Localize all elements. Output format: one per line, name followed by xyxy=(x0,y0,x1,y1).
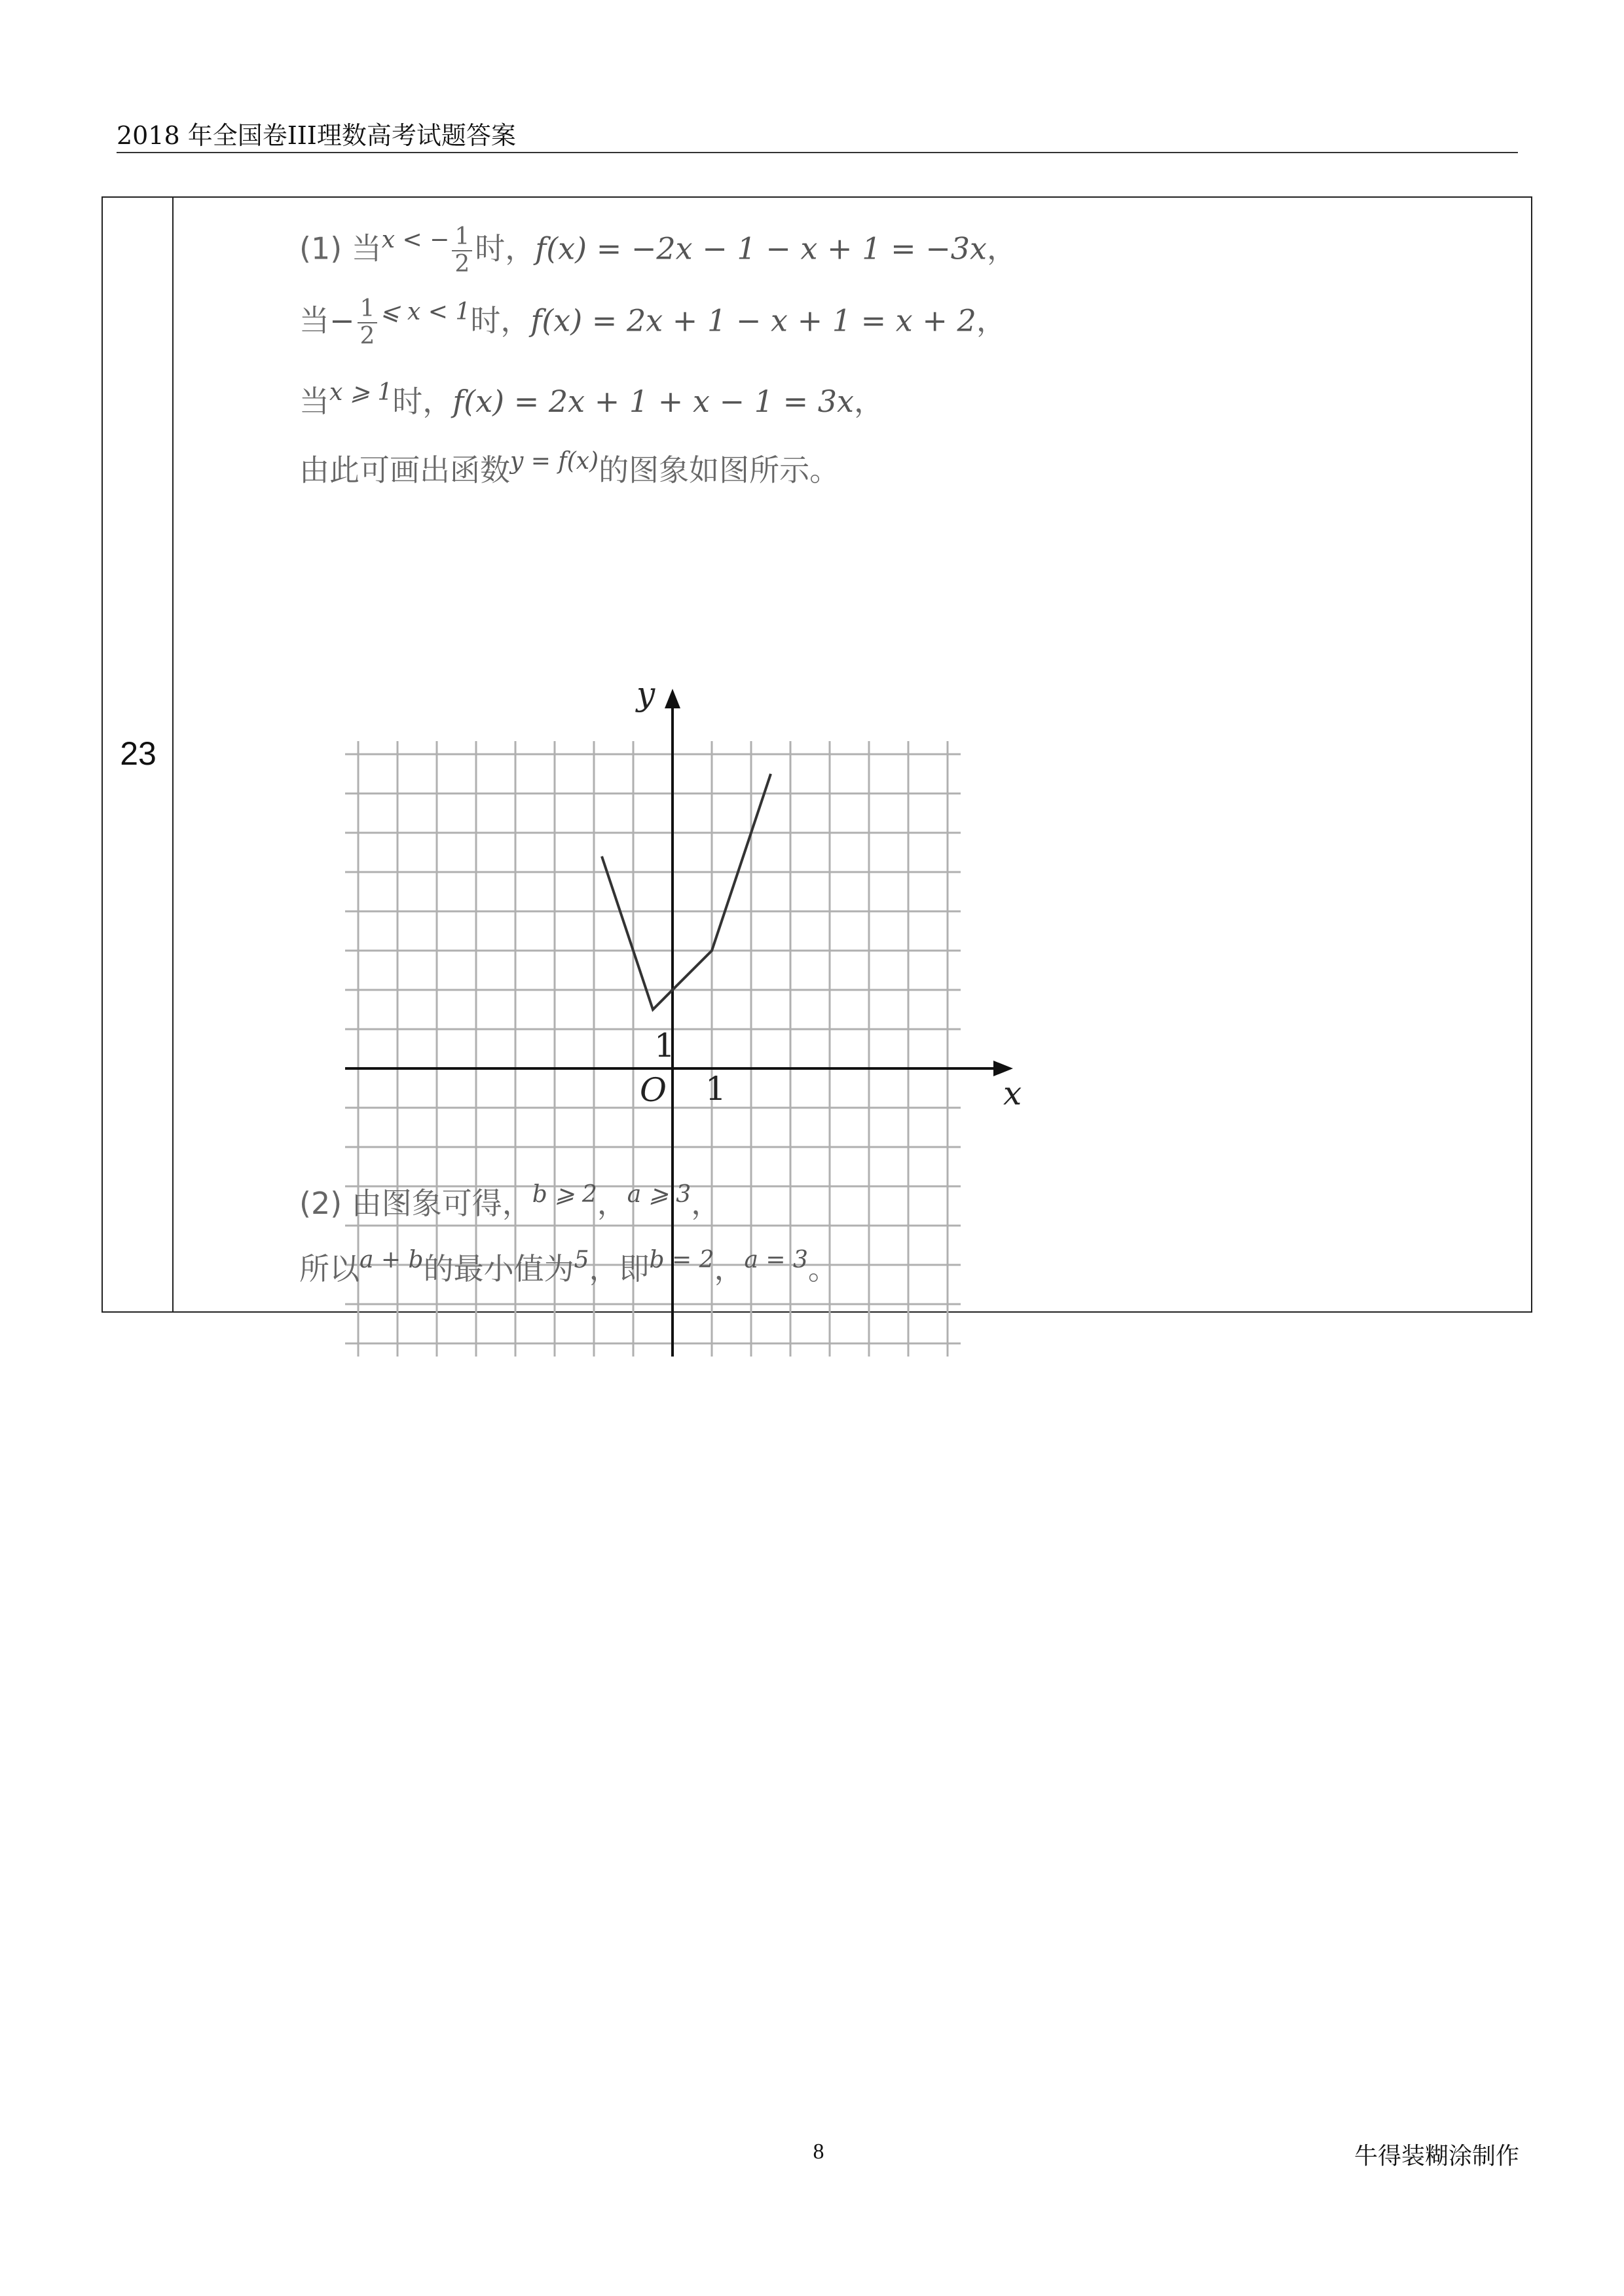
part1-line4 xyxy=(299,446,840,490)
part1-line2 xyxy=(299,296,1006,350)
part1-line4-suffix: 的图象如图所示。 xyxy=(599,452,840,488)
part1-line2-frac xyxy=(358,296,378,350)
part1-line1-cond: x < − xyxy=(381,226,450,253)
function-graph xyxy=(365,675,1046,1339)
part1-line3-eq: f(x) = 2x + 1 + x − 1 = 3x xyxy=(452,384,854,419)
part1-line1-eq: f(x) = −2x − 1 − x + 1 = −3x xyxy=(535,230,987,266)
page-number: 8 xyxy=(813,2140,824,2164)
part1-line4-prefix: 由此可画出函数 xyxy=(299,452,510,488)
part1-line3 xyxy=(299,378,884,421)
y-axis-arrow xyxy=(665,689,680,708)
part1-line1-frac xyxy=(452,224,472,278)
part1-line1-prefix: (1) 当 xyxy=(299,230,382,266)
function-graph-svg xyxy=(365,675,1046,1337)
x-axis-label: x xyxy=(1003,1074,1022,1112)
question-number: 23 xyxy=(120,735,157,772)
part1-line2-frac-den: 2 xyxy=(360,323,375,350)
part1-line3-when: 时， xyxy=(392,384,453,419)
part1-line2-neg: − xyxy=(329,302,355,338)
part1-line1-frac-num: 1 xyxy=(452,224,472,251)
answer-content xyxy=(175,198,1531,1311)
part2-line2-b: b = 2 xyxy=(649,1247,714,1273)
part2-line2-val: 5 xyxy=(574,1247,589,1273)
part1-line1 xyxy=(299,224,1017,278)
y-tick-label: 1 xyxy=(654,1027,675,1065)
part2-line1-end: ， xyxy=(691,1186,722,1221)
part1-line2-when: 时， xyxy=(470,302,531,338)
header-rule xyxy=(117,152,1518,153)
part2-line1-a: a ⩾ 3 xyxy=(627,1181,692,1208)
part1-line1-end: ， xyxy=(987,230,1017,266)
part1-line2-frac-num: 1 xyxy=(358,296,378,323)
part1-line3-prefix: 当 xyxy=(299,384,329,419)
y-axis-label: y xyxy=(637,675,655,713)
part2-line2 xyxy=(299,1245,838,1288)
part1-line3-cond: x ⩾ 1 xyxy=(329,379,393,406)
part2-line2-a: a = 3 xyxy=(744,1247,808,1273)
footer-credit: 牛得装糊涂制作 xyxy=(1354,2143,1519,2170)
part2-line2-expr: a + b xyxy=(360,1247,424,1273)
answer-table xyxy=(101,196,1532,1313)
origin-label: O xyxy=(640,1071,667,1109)
part2-line2-then: ，即 xyxy=(589,1251,650,1286)
part1-line1-frac-den: 2 xyxy=(454,251,470,278)
part1-line2-end: ， xyxy=(976,302,1006,338)
part2-line2-end: 。 xyxy=(807,1251,838,1286)
part2-line1-prefix: (2) 由图象可得， xyxy=(299,1186,532,1221)
question-number-cell xyxy=(103,198,174,1311)
part1-line2-eq: f(x) = 2x + 1 − x + 1 = x + 2 xyxy=(530,302,976,338)
function-polyline xyxy=(602,774,771,1010)
part1-line1-when: 时， xyxy=(475,230,536,266)
graph-curve xyxy=(602,774,771,1010)
part2-line1 xyxy=(299,1180,721,1223)
part1-line3-end: ， xyxy=(853,384,884,419)
graph-labels xyxy=(635,675,1022,1112)
page-header: 2018 年全国卷III理数高考试题答案 xyxy=(117,121,516,150)
part1-line2-prefix: 当 xyxy=(299,302,329,338)
part2-line1-sep: ， xyxy=(597,1186,627,1221)
part2-line1-b: b ⩾ 2 xyxy=(532,1181,597,1208)
part1-line4-func: y = f(x) xyxy=(510,448,599,475)
x-tick-label: 1 xyxy=(705,1070,726,1108)
part1-line2-cond: ⩽ x < 1 xyxy=(380,298,471,325)
part2-line2-mid: 的最小值为 xyxy=(423,1251,574,1286)
part2-line2-prefix: 所以 xyxy=(299,1251,360,1286)
part2-line2-sep: ， xyxy=(714,1251,745,1286)
